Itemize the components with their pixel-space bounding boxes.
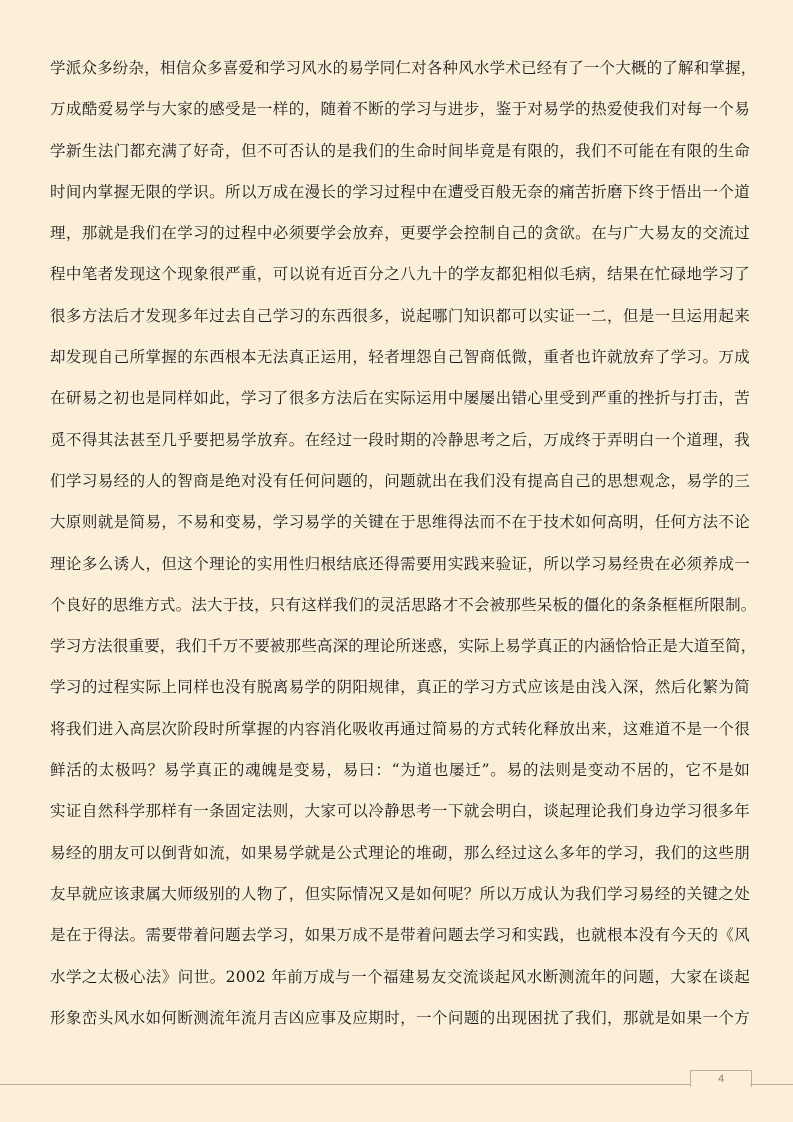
text-line: 程中笔者发现这个现象很严重，可以说有近百分之八九十的学友都犯相似毛病，结果在忙碌地学习了 <box>50 265 750 284</box>
text-line: 是在于得法。需要带着问题去学习，如果万成不是带着问题去学习和实践，也就根本没有今天的《风 <box>50 926 750 945</box>
text-line: 友早就应该隶属大师级别的人物了，但实际情况又是如何呢？所以万成认为我们学习易经的关键之处 <box>50 884 750 903</box>
text-line: 学新生法门都充满了好奇，但不可否认的是我们的生命时间毕竟是有限的，我们不可能在有限的生命 <box>50 141 750 160</box>
text-line: 实证自然科学那样有一条固定法则，大家可以冷静思考一下就会明白，谈起理论我们身边学习很多年 <box>50 802 750 821</box>
text-line: 学习方法很重要，我们千万不要被那些高深的理论所迷惑，实际上易学真正的内涵恰恰正是大道至简， <box>50 637 757 656</box>
text-line: 水学之太极心法》问世。2002 年前万成与一个福建易友交流谈起风水断测流年的问题，大家在谈起 <box>50 967 750 986</box>
document-body <box>50 48 757 1039</box>
text-line: 理论多么诱人，但这个理论的实用性归根结底还得需要用实践来验证，所以学习易经贵在必须养成一 <box>50 554 750 573</box>
text-line: 学习的过程实际上同样也没有脱离易学的阴阳规律，真正的学习方式应该是由浅入深，然后化繁为简 <box>50 678 750 697</box>
footer-divider-right <box>750 1084 793 1085</box>
text-line: 形象峦头风水如何断测流年流月吉凶应事及应期时，一个问题的出现困扰了我们，那就是如果一个方 <box>50 1008 750 1027</box>
text-line: 鲜活的太极吗？易学真正的魂魄是变易，易曰：“为道也屡迁”。易的法则是变动不居的，它不是如 <box>50 761 750 780</box>
text-line: 理，那就是我们在学习的过程中必须要学会放弃，更要学会控制自己的贪欲。在与广大易友的交流过 <box>50 224 750 243</box>
text-line: 在研易之初也是同样如此，学习了很多方法后在实际运用中屡屡出错心里受到严重的挫折与打击，苦 <box>50 389 750 408</box>
text-line: 万成酷爱易学与大家的感受是一样的，随着不断的学习与进步，鉴于对易学的热爱使我们对每一个易 <box>50 100 750 119</box>
text-line: 时间内掌握无限的学识。所以万成在漫长的学习过程中在遭受百般无奈的痛苦折磨下终于悟出一个道 <box>50 182 750 201</box>
text-line: 觅不得其法甚至几乎要把易学放弃。在经过一段时期的冷静思考之后，万成终于弄明白一个道理，我 <box>50 430 750 449</box>
text-line: 很多方法后才发现多年过去自己学习的东西很多，说起哪门知识都可以实证一二，但是一旦运用起来 <box>50 306 750 325</box>
text-line: 却发现自己所掌握的东西根本无法真正运用，轻者埋怨自己智商低微，重者也许就放弃了学习。万成 <box>50 348 750 367</box>
text-line: 将我们进入高层次阶段时所掌握的内容消化吸收再通过简易的方式转化释放出来，这难道不是一个很 <box>50 719 750 738</box>
text-line: 学派众多纷杂，相信众多喜爱和学习风水的易学同仁对各种风水学术已经有了一个大概的了解和掌握， <box>50 59 757 77</box>
text-line: 大原则就是简易，不易和变易，学习易学的关键在于思维得法而不在于技术如何高明，任何方法不论 <box>50 513 750 532</box>
text-line: 们学习易经的人的智商是绝对没有任何问题的，问题就出在我们没有提高自己的思想观念，易学的三 <box>50 471 750 490</box>
page-number: 4 <box>690 1070 752 1087</box>
text-line: 易经的朋友可以倒背如流，如果易学就是公式理论的堆砌，那么经过这么多年的学习，我们的这些朋 <box>50 843 750 862</box>
text-line: 个良好的思维方式。法大于技，只有这样我们的灵活思路才不会被那些呆板的僵化的条条框框所限制。 <box>50 595 757 614</box>
footer-divider <box>0 1084 690 1085</box>
